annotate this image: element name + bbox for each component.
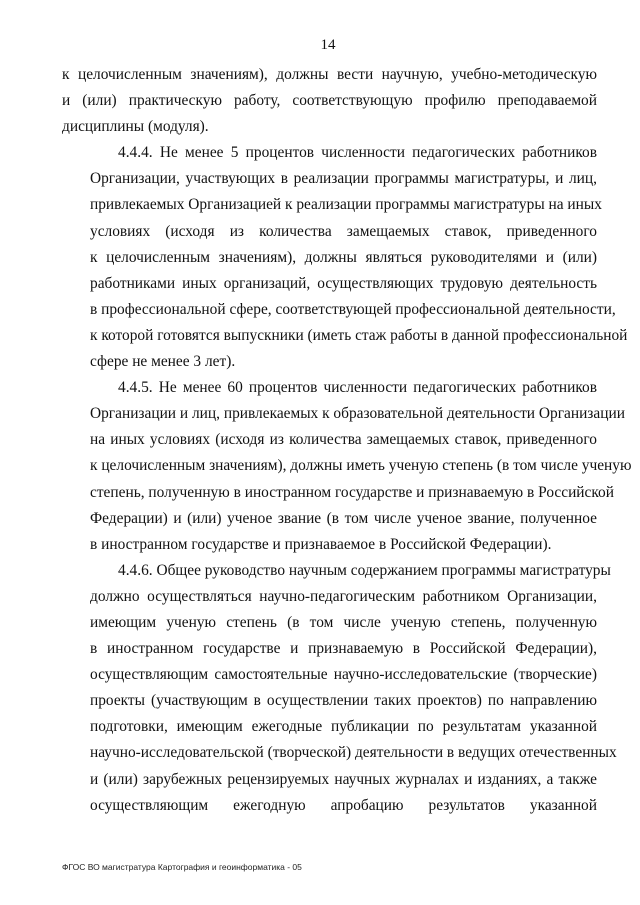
text-line: к целочисленным значениям), должны вести научную, учебно-методическую: [62, 66, 597, 83]
document-footer: ФГОС ВО магистратура Картография и геоинформатика - 05: [62, 862, 302, 872]
text-line: осуществляющим ежегодную апробацию результатов указанной: [90, 796, 597, 814]
text-line: в иностранном государстве и признаваемую в Российской Федерации),: [90, 640, 597, 658]
text-line: 4.4.5. Не менее 60 процентов численности педагогических работников: [118, 379, 597, 397]
text-line: работниками иных организаций, осуществляющих трудовую деятельность: [90, 274, 597, 292]
text-line: дисциплины (модуля).: [62, 118, 209, 136]
text-line: степень, полученную в иностранном государстве и признаваемую в Российской: [90, 483, 614, 501]
text-line: Федерации) и (или) ученое звание (в том числе ученое звание, полученное: [90, 509, 597, 527]
paragraph-4-4-4: [62, 140, 628, 375]
text-line: подготовки, имеющим ежегодные публикации по результатам указанной: [90, 718, 597, 736]
paragraph-continuation: [62, 62, 597, 140]
text-line: 4.4.6. Общее руководство научным содержанием программы магистратуры: [118, 561, 611, 579]
paragraph-4-4-6: [62, 558, 617, 819]
text-line: к которой готовятся выпускники (иметь стаж работы в данной профессиональной: [90, 326, 628, 344]
text-line: условиях (исходя из количества замещаемых ставок, приведенного: [90, 222, 597, 240]
text-line: должно осуществляться научно-педагогическим работником Организации,: [90, 587, 597, 605]
text-line: осуществляющим самостоятельные научно-исследовательские (творческие): [90, 666, 597, 684]
text-line: привлекаемых Организацией к реализации программы магистратуры на иных: [90, 196, 602, 214]
text-line: к целочисленным значениям), должны иметь ученую степень (в том числе ученую: [90, 457, 632, 475]
paragraph-4-4-5: [62, 375, 632, 558]
text-line: на иных условиях (исходя из количества замещаемых ставок, приведенного: [90, 431, 597, 449]
text-line: и (или) практическую работу, соответствующую профилю преподаваемой: [62, 92, 597, 110]
text-line: сфере не менее 3 лет).: [90, 353, 236, 371]
page-number: 14: [320, 37, 336, 53]
text-line: к целочисленным значениям), должны являться руководителями и (или): [90, 248, 597, 266]
text-line: в профессиональной сфере, соответствующей профессиональной деятельности,: [90, 300, 616, 318]
text-line: проекты (участвующим в осуществлении таких проектов) по направлению: [90, 692, 597, 710]
text-line: Организации и лиц, привлекаемых к образовательной деятельности Организации: [90, 405, 625, 423]
text-line: Организации, участвующих в реализации программы магистратуры, и лиц,: [90, 170, 597, 188]
text-line: научно-исследовательской (творческой) деятельности в ведущих отечественных: [90, 744, 617, 762]
text-line: имеющим ученую степень (в том числе ученую степень, полученную: [90, 613, 597, 631]
document-body: [62, 62, 632, 819]
text-line: и (или) зарубежных рецензируемых научных журналах и изданиях, а также: [90, 770, 597, 788]
text-line: в иностранном государстве и признаваемое в Российской Федерации).: [90, 535, 552, 553]
text-line: 4.4.4. Не менее 5 процентов численности педагогических работников: [118, 144, 597, 162]
